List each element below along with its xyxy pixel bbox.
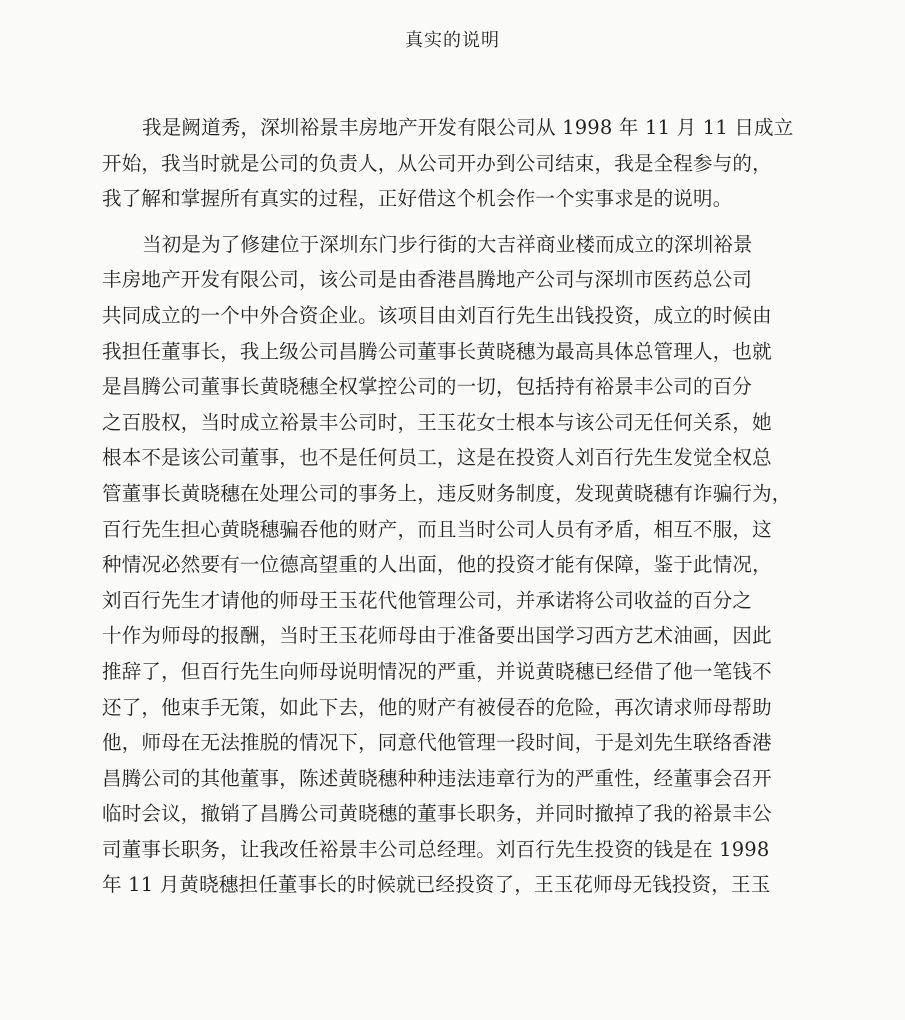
text-line: 推辞了，但百行先生向师母说明情况的严重，并说黄晓穗已经借了他一笔钱不 — [102, 659, 772, 683]
text-line: 管董事长黄晓穗在处理公司的事务上，违反财务制度，发现黄晓穗有诈骗行为， — [102, 481, 792, 505]
text-line: 之百股权，当时成立裕景丰公司时，王玉花女士根本与该公司无任何关系，她 — [102, 410, 772, 434]
text-line: 我了解和掌握所有真实的过程，正好借这个机会作一个实事求是的说明。 — [102, 187, 733, 211]
paragraph-gap — [102, 217, 822, 227]
text-line: 我担任董事长，我上级公司昌腾公司董事长黄晓穗为最高具体总管理人，也就 — [102, 339, 772, 363]
text-line: 丰房地产开发有限公司，该公司是由香港昌腾地产公司与深圳市医药总公司 — [102, 268, 753, 292]
text-line: 是昌腾公司董事长黄晓穗全权掌控公司的一切，包括持有裕景丰公司的百分 — [102, 375, 753, 399]
text-line: 刘百行先生才请他的师母王玉花代他管理公司，并承诺将公司收益的百分之 — [102, 588, 753, 612]
text-line: 还了，他束手无策，如此下去，他的财产有被侵吞的危险，再次请求师母帮助 — [102, 695, 772, 719]
text-line: 根本不是该公司董事，也不是任何员工，这是在投资人刘百行先生发觉全权总 — [102, 446, 772, 470]
text-line: 当初是为了修建位于深圳东门步行街的大吉祥商业楼而成立的深圳裕景 — [142, 232, 753, 256]
text-line: 种情况必然要有一位德高望重的人出面，他的投资才能有保障，鉴于此情况， — [102, 553, 772, 577]
text-line: 昌腾公司的其他董事，陈述黄晓穗种种违法违章行为的严重性，经董事会召开 — [102, 766, 772, 790]
text-line: 我是阙道秀，深圳裕景丰房地产开发有限公司从 1998 年 11 月 11 日成立 — [142, 116, 794, 139]
text-line: 他，师母在无法推脱的情况下，同意代他管理一段时间，于是刘先生联络香港 — [102, 731, 772, 755]
text-line: 十作为师母的报酬，当时王玉花师母由于准备要出国学习西方艺术油画，因此 — [102, 624, 772, 648]
text-line: 共同成立的一个中外合资企业。该项目由刘百行先生出钱投资，成立的时候由 — [102, 303, 772, 327]
text-line: 年 11 月黄晓穗担任董事长的时候就已经投资了，王玉花师母无钱投资，王玉 — [102, 873, 771, 897]
text-line: 司董事长职务，让我改任裕景丰公司总经理。刘百行先生投资的钱是在 1998 — [102, 837, 770, 861]
paragraph-1 — [102, 110, 822, 217]
document-body — [102, 110, 822, 903]
document-title: 真实的说明 — [405, 30, 500, 51]
text-line: 开始，我当时就是公司的负责人，从公司开办到公司结束，我是全程参与的， — [102, 151, 772, 175]
text-line: 百行先生担心黄晓穗骗吞他的财产，而且当时公司人员有矛盾，相互不服，这 — [102, 517, 772, 541]
text-line: 临时会议，撤销了昌腾公司黄晓穗的董事长职务，并同时撤掉了我的裕景丰公 — [102, 802, 772, 826]
paragraph-2 — [102, 227, 822, 903]
